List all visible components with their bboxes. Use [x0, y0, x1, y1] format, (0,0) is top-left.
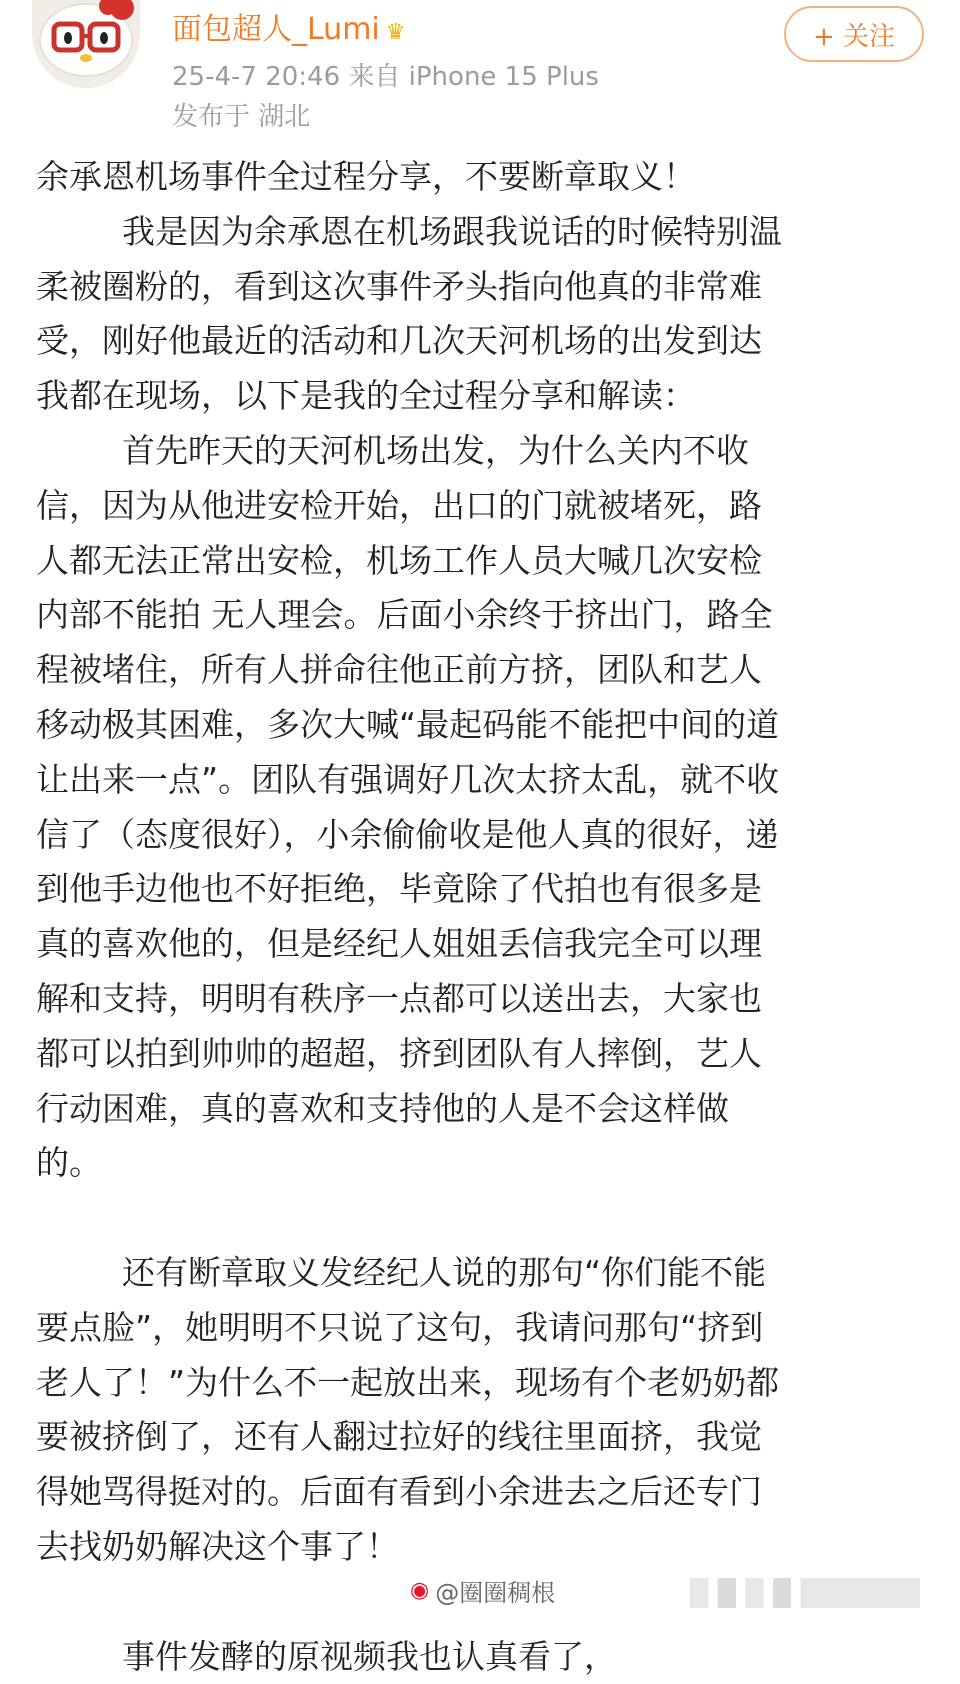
- post-line: 程被堵住，所有人拼命往他正前方挤，团队和艺人: [36, 650, 762, 690]
- post-line: 信了（态度很好），小余偷偷收是他人真的很好，递: [36, 814, 779, 854]
- post-line: 事件发酵的原视频我也认真看了，: [122, 1636, 617, 1676]
- username-text[interactable]: 面包超人_Lumi: [172, 12, 380, 47]
- post-line: 移动极其困难，多次大喊“最起码能不能把中间的道: [36, 704, 780, 744]
- post-line: 还有断章取义发经纪人说的那句“你们能不能: [122, 1252, 767, 1292]
- post-line: 的。: [36, 1143, 102, 1183]
- post-line: 我都在现场，以下是我的全过程分享和解读：: [36, 376, 696, 416]
- post-line: 首先昨天的天河机场出发，为什么关内不收: [122, 430, 749, 470]
- watermark-text: @圈圈稠根: [435, 1578, 556, 1607]
- avatar[interactable]: [32, 0, 140, 88]
- post-header: [0, 0, 960, 140]
- post-line: 人都无法正常出安检，机场工作人员大喊几次安检: [36, 540, 762, 580]
- post-line: [36, 1191, 926, 1246]
- post-line: 让出来一点”。团队有强调好几次太挤太乱，就不收: [36, 759, 780, 799]
- post-line: 到他手边他也不好拒绝，毕竟除了代拍也有很多是: [36, 869, 762, 909]
- post-body: [36, 150, 926, 1684]
- post-line: 都可以拍到帅帅的超超，挤到团队有人摔倒，艺人: [36, 1033, 762, 1073]
- post-line: 余承恩机场事件全过程分享，不要断章取义！: [36, 157, 696, 196]
- post-line: 信，因为从他进安检开始，出口的门就被堵死，路: [36, 485, 762, 525]
- watermark-strip: [690, 1578, 920, 1608]
- post-line: 内部不能拍 无人理会。后面小余终于挤出门，路全: [36, 595, 773, 635]
- post-line: 行动困难，真的喜欢和支持他的人是不会这样做: [36, 1088, 729, 1128]
- post-line: 我是因为余承恩在机场跟我说话的时候特别温: [122, 211, 782, 251]
- post-location: 发布于 湖北: [172, 102, 311, 132]
- post-line: 得她骂得挺对的。后面有看到小余进去之后还专门: [36, 1472, 762, 1512]
- follow-button[interactable]: + 关注: [784, 6, 924, 62]
- post-line: 老人了！”为什么不一起放出来，现场有个老奶奶都: [36, 1362, 780, 1402]
- post-line: 真的喜欢他的，但是经纪人姐姐丢信我完全可以理: [36, 924, 762, 964]
- post-line: 解和支持，明明有秩序一点都可以送出去，大家也: [36, 978, 762, 1018]
- post-line: 要点脸”，她明明不只说了这句，我请问那句“挤到: [36, 1307, 764, 1347]
- post-line: 去找奶奶解决这个事了！: [36, 1526, 399, 1566]
- crown-badge-icon: ♛: [385, 20, 406, 45]
- post-line: 要被挤倒了，还有人翻过拉好的线往里面挤，我觉: [36, 1417, 762, 1457]
- post-meta: 25-4-7 20:46 来自 iPhone 15 Plus: [172, 62, 599, 92]
- post-line: 柔被圈粉的，看到这次事件矛头指向他真的非常难: [36, 266, 762, 306]
- weibo-logo-icon: ◉: [410, 1577, 430, 1603]
- username[interactable]: [172, 4, 406, 48]
- post-line: 受，刚好他最近的活动和几次天河机场的出发到达: [36, 321, 762, 361]
- watermark: [410, 1570, 555, 1610]
